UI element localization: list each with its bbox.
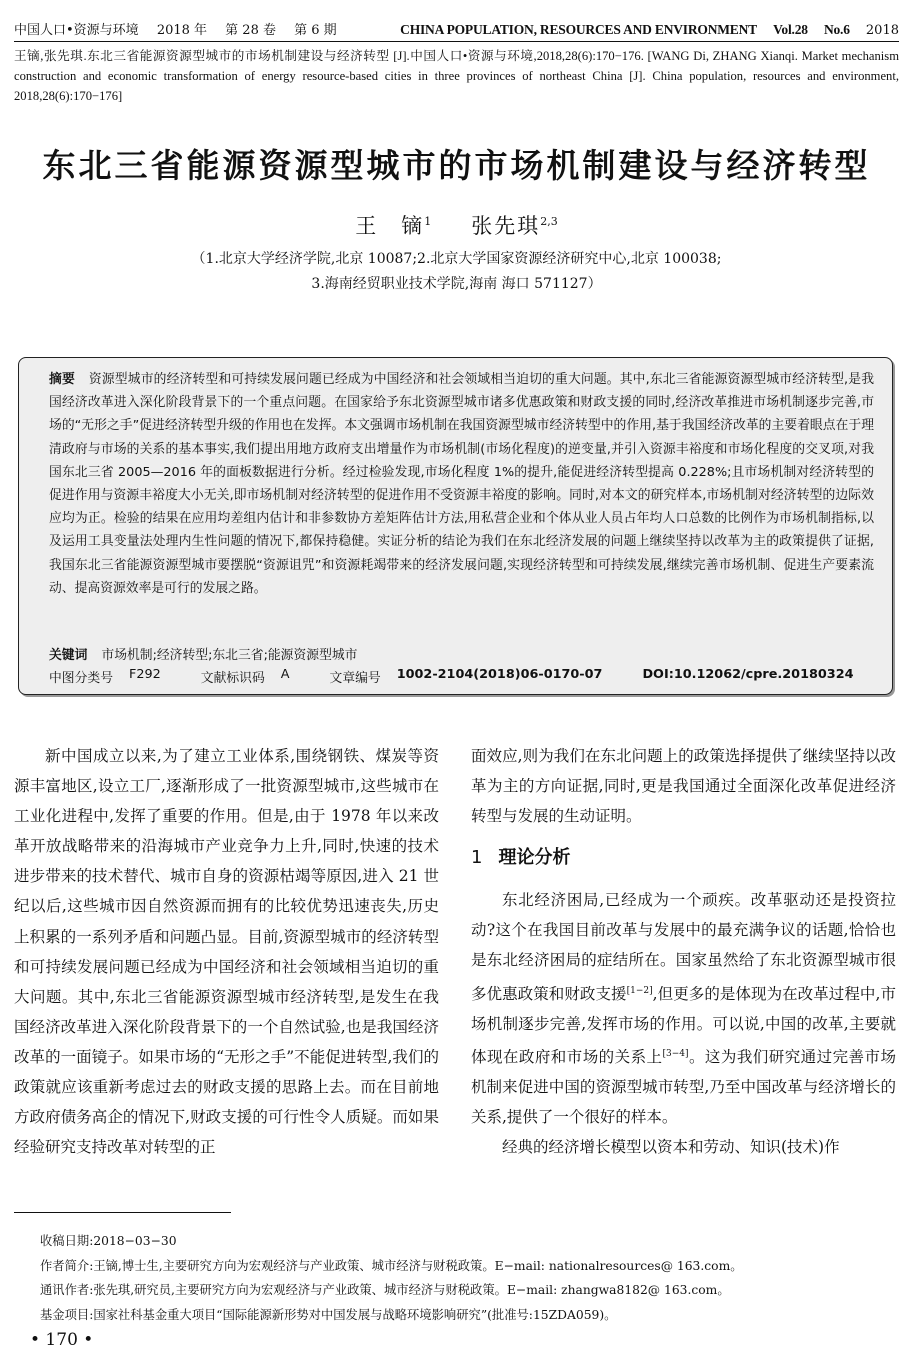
citation-ref[interactable]: [1−2] [626,985,653,996]
keywords-line [49,644,357,663]
body-column-right [471,741,896,1162]
keywords-label: 关键词 [49,648,88,663]
body-paragraph: 新中国成立以来,为了建立工业体系,围绕钢铁、煤炭等资源丰富地区,设立工厂,逐渐形成了一批资源型城市,这些城市在工业化进程中,发挥了重要的作用。但是,由于 1978 年以来改革开放战略带来的沿海城市产业竞争力上升,同时,快速的技术进步带来的技术替代、城市自身的资源枯竭等原因,进入 21 世纪以后,这些城市因自然资源而拥有的比较优势迅速丧失,历史上积累的一系列矛盾和问题凸显。目前,资源型城市的经济转型和可持续发展问题已经成为中国经济和社会领域相当迫切的重大问题。其中,东北三省能源资源型城市经济转型,是发生在我国经济改革进入深化阶段背景下的一个自然试验,也是我国经济改革的一面镜子。如果市场的“无形之手”不能促进转型,我们的政策就应该重新考虑过去的财政支援的思路上去。而在目前地方政府债务高企的情况下,财政支援的可行性令人质疑。而如果经验研究支持改革对转型的正 [14,747,439,1157]
doc-code-value: A [280,667,290,682]
running-header-en [388,22,899,38]
issue-number: 第 6 期 [294,23,337,38]
article-number-label: 文章编号 [329,671,381,686]
body-paragraph: 面效应,则为我们在东北问题上的政策选择提供了继续坚持以改革为主的方向证据,同时,更是我国通过全面深化改革促进经济转型与发展的生动证明。 [471,747,896,826]
author-affiliation-mark: 2,3 [540,215,558,228]
doc-code-label: 文献标识码 [200,671,265,686]
issue-year: 2018 年 [156,23,208,38]
abstract-text [49,368,874,600]
footnote-author-bio: 作者简介:王镝,博士生,主要研究方向为宏观经济与产业政策、城市经济与财税政策。E−mail: nationalresources@ 163.com。 [40,1258,743,1273]
doi: DOI:10.12062/cpre.20180324 [642,667,854,682]
body-text: 。这为我们研究通过完善市场机制来促进中国的资源型城市转型,乃至中国改革与经济增长的关系,提供了一个很好的样本。 [471,1048,896,1127]
author-name: 王 镝 [355,214,425,238]
body-column-left [14,741,439,1162]
section-heading [471,843,896,873]
journal-name-en: CHINA POPULATION, RESOURCES AND ENVIRONMENT [400,22,757,37]
volume-en: Vol.28 [773,22,808,37]
article-number-value: 1002-2104(2018)06-0170-07 [396,667,603,682]
abstract-body: 资源型城市的经济转型和可持续发展问题已经成为中国经济和社会领域相当迫切的重大问题。其中,东北三省能源资源型城市经济转型,是我国经济改革进入深化阶段背景下的一个重点问题。在国家给予东北资源型城市诸多优惠政策和财政支援的同时,经济改革推进市场机制逐步完善,市场的“无形之手”促进经济转型升级的作用也在发挥。本文强调市场机制在我国资源型城市经济转型中的作用,基于我国经济改革的主要着眼点在于理清政府与市场的关系的基本事实,我们提出用地方政府支出增量作为市场机制(市场化程度)的逆变量,并引入资源丰裕度和市场化程度的交叉项,对我国东北三省 2005—2016 年的面板数据进行分析。经过检验发现,市场化程度 1%的提升,能促进经济转型提高 0.228%;且市场机制对经济转型的促进作用与资源丰裕度大小无关,即市场机制对经济转型的促进作用不受资源丰裕度的影响。同时,对本文的研究样本,市场机制对经济转型的边际效应均为正。检验的结果在应用均差组内估计和非参数协方差矩阵估计方法,用私营企业和个体从业人员占年均人口总数的比例作为市场机制指标,以及运用工具变量法处理内生性问题的情况下,都保持稳健。实证分析的结论为我们在东北经济发展的问题上继续坚持以改革为主的政策提供了证据,我国东北三省能源资源型城市要摆脱“资源诅咒”和资源耗竭带来的经济发展问题,实现经济转型和可持续发展,继续完善市场机制、促进生产要素流动、提高资源效率是可行的发展之路。 [49,372,875,596]
section-number: 1 [471,847,483,869]
page-number: • 170 • [30,1330,94,1350]
affiliation-line: 3.海南经贸职业技术学院,海南 海口 571127） [311,276,602,292]
author-affiliation-mark: 1 [424,215,432,228]
paper-title: 东北三省能源资源型城市的市场机制建设与经济转型 [42,146,871,185]
journal-name-cn: 中国人口•资源与环境 [14,23,139,38]
body-text: ,但更多的是体现为在改革过程中,市场机制逐步完善,发挥市场的作用。可以说,中国的改革,主要就体现在政府和市场的关系上 [471,984,896,1067]
year-en: 2018 [865,23,899,38]
keywords-value: 市场机制;经济转型;东北三省;能源资源型城市 [101,648,358,663]
abstract-box [18,357,893,695]
author-name: 张先琪 [471,214,541,238]
section-title: 理论分析 [498,847,571,869]
body-paragraph: 经典的经济增长模型以资本和劳动、知识(技术)作 [502,1138,840,1157]
footnote-divider [14,1212,231,1213]
affiliation-line: （1.北京大学经济学院,北京 10087;2.北京大学国家资源经济研究中心,北京 100038; [191,251,722,267]
citation-block: 王镝,张先琪.东北三省能源资源型城市的市场机制建设与经济转型 [J].中国人口•资源与环境,2018,28(6):170−176. [WANG Di, ZHANG Xianqi. Market mechanism construction and economic transformation of energy resource-based cities in three provinces of northeast China [J]. China population, resources and environment, 2018,28(6):170−176] [14,49,899,103]
running-header-cn [14,19,351,38]
citation-ref[interactable]: [3−4] [662,1048,689,1059]
footnote-received-date: 收稿日期:2018−03−30 [40,1234,177,1248]
class-value: F292 [128,667,161,682]
body-text: 东北经济困局,已经成为一个顽疾。改革驱动还是投资拉动?这个在我国目前改革与发展中的最充满争议的话题,恰恰也是东北经济困局的症结所在。国家虽然给了东北资源型城市很多优惠政策和财政支援 [471,891,896,1003]
number-en: No.6 [823,22,850,37]
body-paragraph [471,885,896,1132]
running-header [14,16,899,42]
footnotes [40,1229,899,1327]
classification-line [49,667,870,686]
class-label: 中图分类号 [49,671,113,686]
author-line [0,210,913,240]
footnote-corresponding-author: 通讯作者:张先琪,研究员,主要研究方向为宏观经济与产业政策、城市经济与财税政策。E−mail: zhangwa8182@ 163.com。 [40,1283,730,1297]
issue-volume: 第 28 卷 [225,23,276,38]
abstract-label: 摘要 [49,372,75,387]
footnote-funding: 基金项目:国家社科基金重大项目“国际能源新形势对中国发展与战略环境影响研究”(批准号:15ZDA059)。 [40,1307,617,1322]
